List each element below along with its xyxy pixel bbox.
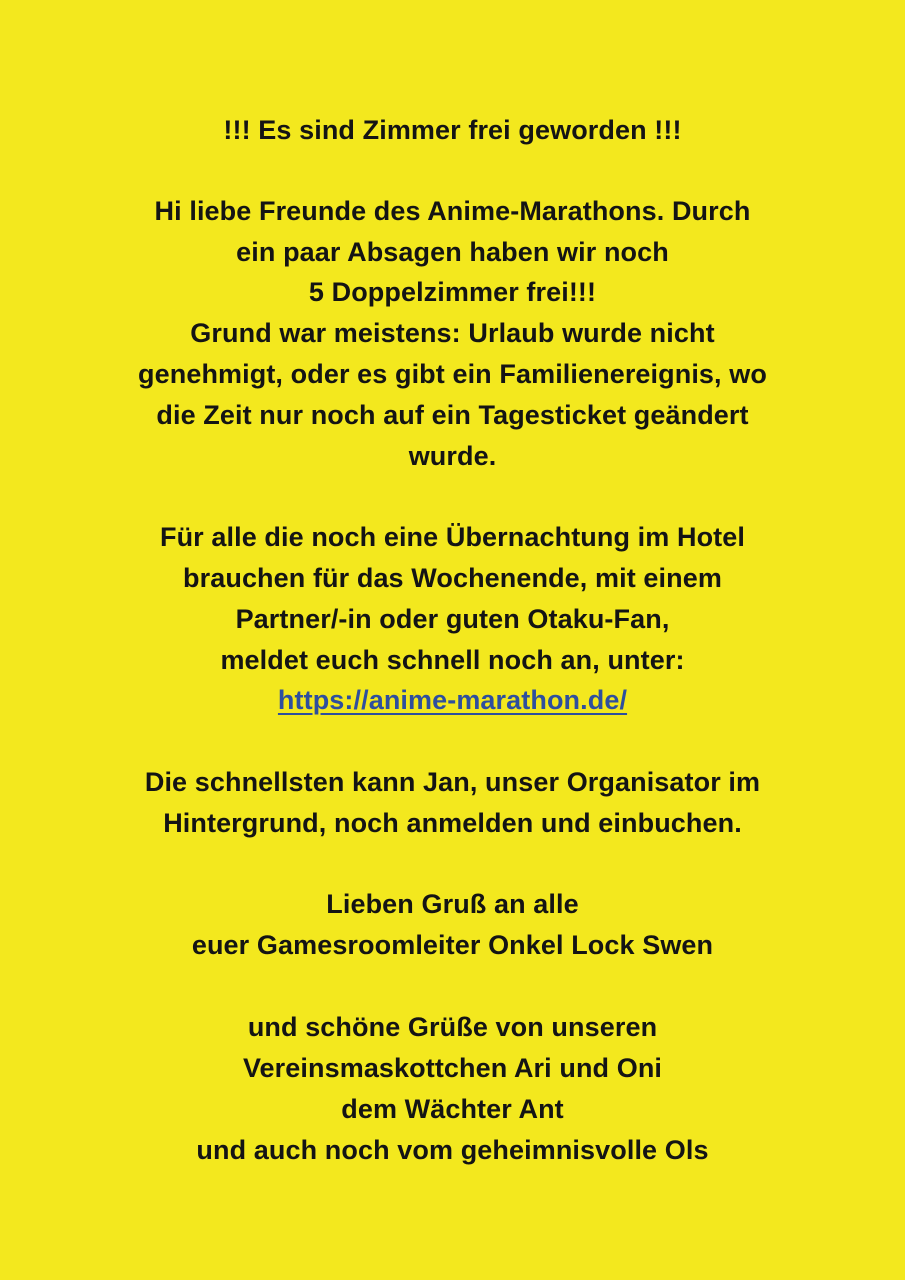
organizer-line-1: Die schnellsten kann Jan, unser Organisator im [144,767,761,797]
signature-line-1: Lieben Gruß an alle [326,889,579,919]
closing-line-4: und auch noch vom geheimnisvolle Ols [196,1135,709,1165]
website-link-row [0,683,905,717]
intro-line-1: Hi liebe Freunde des Anime-Marathons. Durch [154,196,751,226]
booking-line-3: Partner/-in oder guten Otaku-Fan, [235,604,670,634]
heading: !!! Es sind Zimmer frei geworden !!! [223,115,682,145]
closing-line-1: und schöne Grüße von unseren [247,1012,658,1042]
booking-line-4: meldet euch schnell noch an, unter: [220,645,685,675]
intro-line-2: ein paar Absagen haben wir noch [236,237,669,267]
intro-line-6: die Zeit nur noch auf ein Tagesticket geändert [156,400,749,430]
booking-line-1: Für alle die noch eine Übernachtung im Hotel [160,522,745,552]
booking-line-2: brauchen für das Wochenende, mit einem [183,563,722,593]
closing-line-3: dem Wächter Ant [341,1094,564,1124]
intro-line-7: wurde. [408,441,497,471]
organizer-line-2: Hintergrund, noch anmelden und einbuchen. [163,808,742,838]
intro-line-3: 5 Doppelzimmer frei!!! [308,277,597,307]
website-link[interactable]: https://anime-marathon.de/ [277,685,628,715]
intro-line-5: genehmigt, oder es gibt ein Familienereignis, wo [138,359,767,389]
intro-line-4: Grund war meistens: Urlaub wurde nicht [190,318,715,348]
signature-line-2: euer Gamesroomleiter Onkel Lock Swen [191,930,714,960]
closing-line-2: Vereinsmaskottchen Ari und Oni [242,1053,663,1083]
